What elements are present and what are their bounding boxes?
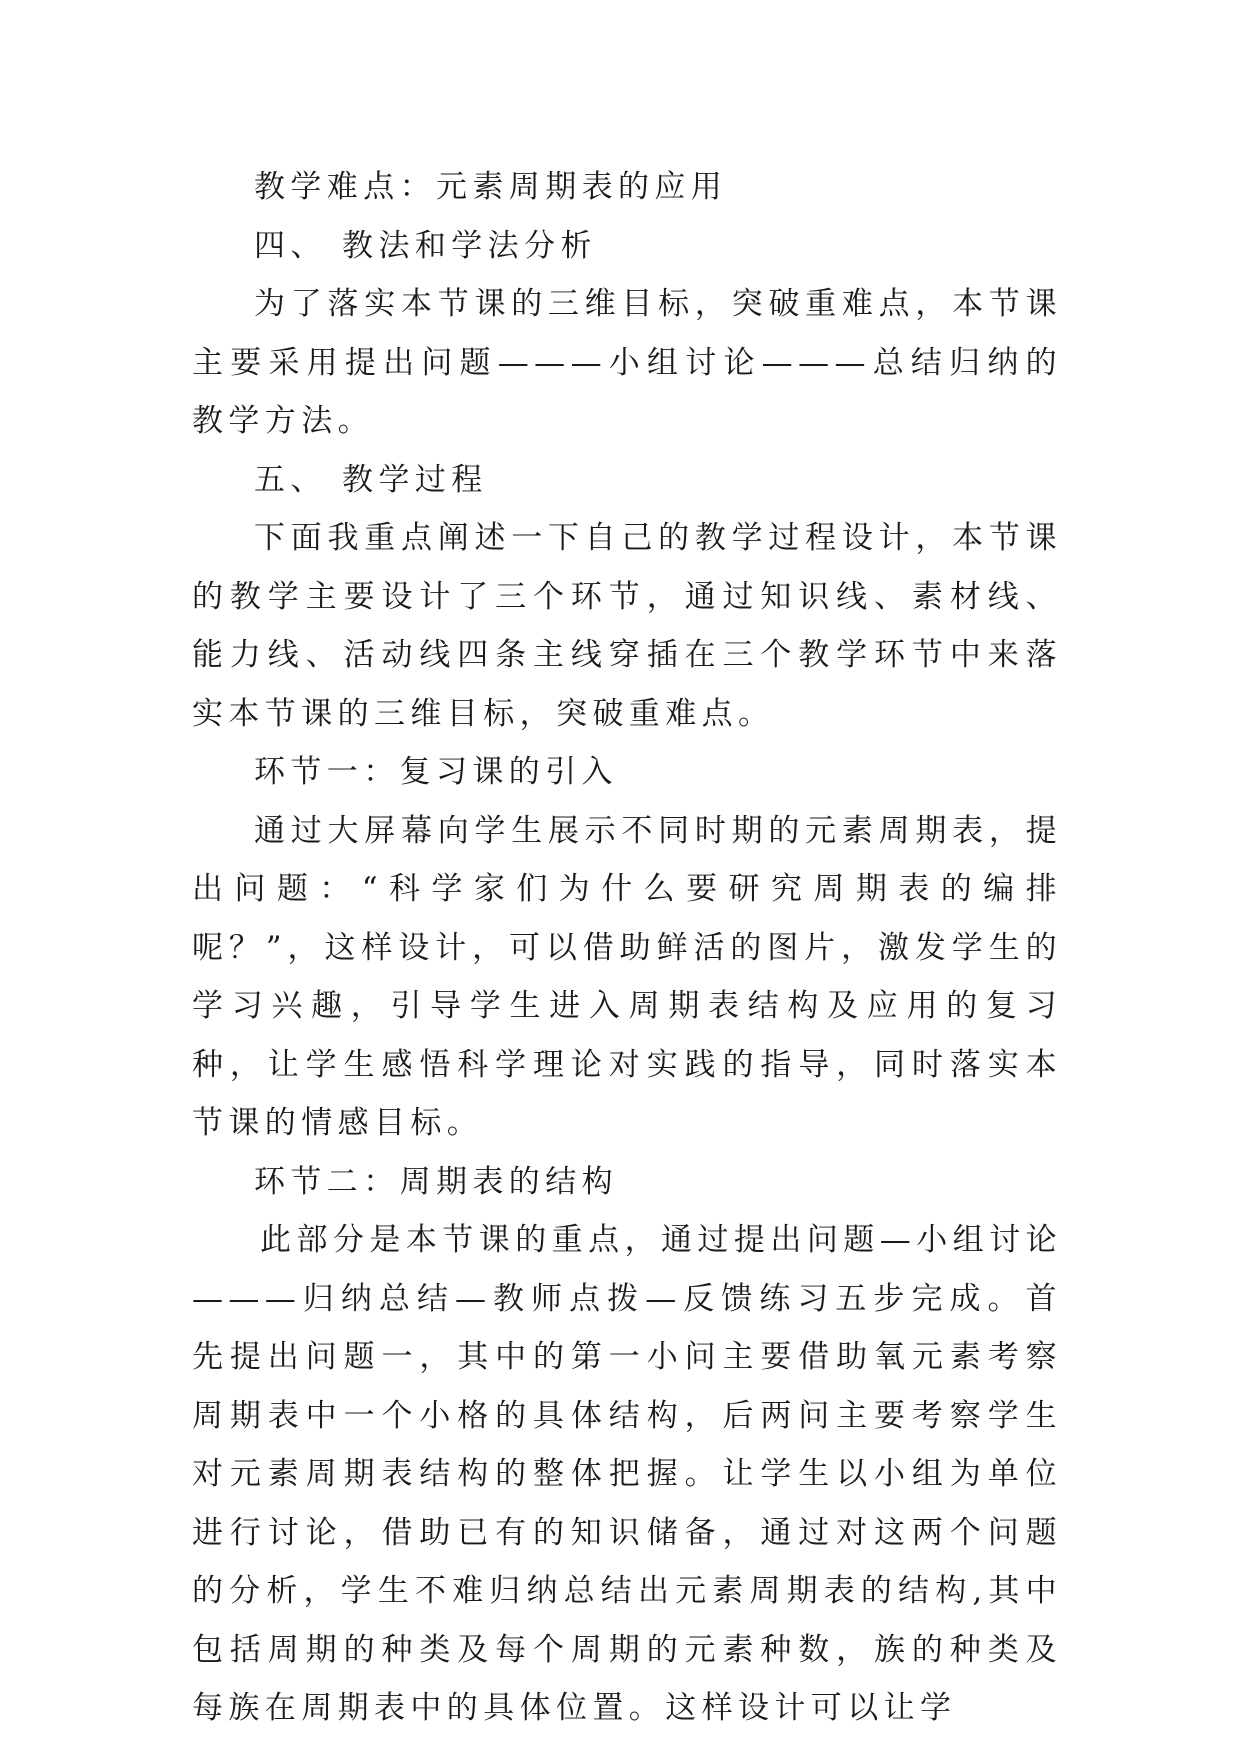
paragraph-process-overview: 下面我重点阐述一下自己的教学过程设计，本节课的教学主要设计了三个环节，通过知识线、素材线、能力线、活动线四条主线穿插在三个教学环节中来落实本节课的三维目标，突破重难点。	[192, 520, 1062, 732]
heading-stage-two: 环节二：周期表的结构	[254, 1163, 618, 1200]
paragraph-teaching-difficulty: 教学难点：元素周期表的应用	[254, 169, 728, 205]
heading-stage-one: 环节一：复习课的引入	[254, 754, 618, 790]
paragraph-methods: 为了落实本节课的三维目标，突破重难点，本节课主要采用提出问题———小组讨论———总结归纳的教学方法。	[192, 286, 1062, 439]
document-body	[192, 158, 1062, 1738]
paragraph-stage-one: 通过大屏幕向学生展示不同时期的元素周期表，提出问题：“科学家们为什么要研究周期表的编排呢？”，这样设计，可以借助鲜活的图片，激发学生的学习兴趣，引导学生进入周期表结构及应用的复习种，让学生感悟科学理论对实践的指导，同时落实本节课的情感目标。	[192, 812, 1062, 1141]
heading-section-four: 四、 教法和学法分析	[254, 227, 597, 264]
paragraph-stage-two: 此部分是本节课的重点，通过提出问题—小组讨论———归纳总结—教师点拨—反馈练习五步完成。首先提出问题一，其中的第一小问主要借助氧元素考察周期表中一个小格的具体结构，后两问主要考察学生对元素周期表结构的整体把握。让学生以小组为单位进行讨论，借助已有的知识储备，通过对这两个问题的分析，学生不难归纳总结出元素周期表的结构,其中包括周期的种类及每个周期的元素种数，族的种类及每族在周期表中的具体位置。这样设计可以让学	[192, 1222, 1062, 1726]
heading-section-five: 五、 教学过程	[254, 461, 488, 498]
